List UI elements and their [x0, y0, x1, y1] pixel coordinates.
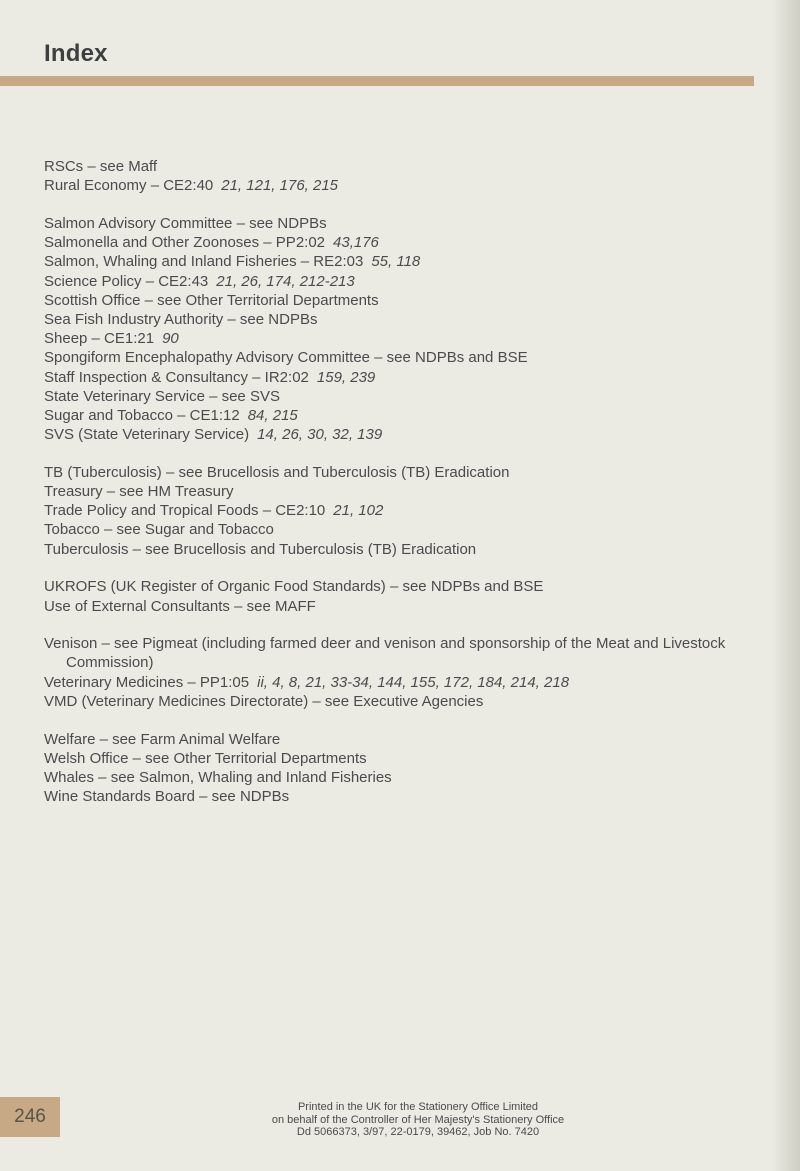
index-entry	[44, 673, 744, 692]
entry-pages: 14, 26, 30, 32, 139	[257, 426, 383, 444]
entry-text: Welfare – see Farm Animal Welfare	[44, 730, 281, 748]
index-entry	[44, 368, 744, 387]
entry-pages: ii, 4, 8, 21, 33-34, 144, 155, 172, 184, 214, 218	[257, 673, 570, 691]
entry-text: Use of External Consultants – see MAFF	[44, 597, 316, 615]
index-entry	[44, 634, 744, 672]
entry-text: Trade Policy and Tropical Foods – CE2:10	[44, 502, 326, 520]
page-title: Index	[44, 40, 108, 67]
entry-text: Treasury – see HM Treasury	[44, 483, 234, 501]
index-entry	[44, 597, 744, 616]
imprint-line: Printed in the UK for the Stationery Office Limited	[297, 1101, 539, 1113]
index-list	[44, 157, 744, 825]
entry-pages: 159, 239	[316, 368, 376, 386]
index-entry	[44, 482, 744, 501]
index-entry	[44, 157, 744, 176]
index-group	[44, 730, 744, 807]
index-entry	[44, 348, 744, 367]
index-entry	[44, 540, 744, 559]
index-entry	[44, 768, 744, 787]
entry-text: VMD (Veterinary Medicines Directorate) – see Executive Agencies	[44, 692, 484, 710]
entry-text: Welsh Office – see Other Territorial Departments	[44, 749, 367, 767]
index-entry	[44, 692, 744, 711]
index-entry	[44, 730, 744, 749]
entry-pages: 84, 215	[247, 406, 298, 424]
entry-text: Scottish Office – see Other Territorial Departments	[44, 291, 379, 309]
entry-text: Staff Inspection & Consultancy – IR2:02	[44, 368, 309, 386]
entry-pages: 21, 102	[333, 502, 384, 520]
entry-text: Veterinary Medicines – PP1:05	[44, 673, 250, 691]
page-edge-shadow	[772, 0, 800, 1171]
index-entry	[44, 252, 744, 271]
index-entry	[44, 749, 744, 768]
index-group	[44, 214, 744, 444]
index-entry	[44, 501, 744, 520]
entry-text: Wine Standards Board – see NDPBs	[44, 788, 290, 806]
entry-text: Tuberculosis – see Brucellosis and Tuberculosis (TB) Eradication	[44, 540, 477, 558]
entry-pages: 55, 118	[371, 253, 421, 271]
entry-text: Sea Fish Industry Authority – see NDPBs	[44, 310, 318, 328]
entry-text: UKROFS (UK Register of Organic Food Standards) – see NDPBs and BSE	[44, 578, 544, 596]
index-entry	[44, 310, 744, 329]
header-rule	[0, 76, 754, 86]
imprint	[268, 1101, 568, 1139]
entry-pages: 43,176	[333, 234, 379, 252]
entry-pages: 21, 26, 174, 212-213	[216, 272, 355, 290]
index-entry	[44, 406, 744, 425]
index-group	[44, 634, 744, 711]
index-group	[44, 577, 744, 615]
entry-text: Sugar and Tobacco – CE1:12	[44, 406, 240, 424]
entry-text: Whales – see Salmon, Whaling and Inland Fisheries	[44, 768, 392, 786]
entry-text: Sheep – CE1:21	[44, 330, 155, 348]
entry-text: State Veterinary Service – see SVS	[44, 387, 280, 405]
entry-text: Rural Economy – CE2:40	[44, 177, 214, 195]
index-group	[44, 157, 744, 195]
entry-text: Tobacco – see Sugar and Tobacco	[44, 521, 274, 539]
entry-text: Salmon Advisory Committee – see NDPBs	[44, 214, 327, 232]
index-entry	[44, 272, 744, 291]
index-group	[44, 463, 744, 559]
entry-text: Science Policy – CE2:43	[44, 272, 209, 290]
index-entry	[44, 329, 744, 348]
entry-text: RSCs – see Maff	[44, 158, 158, 175]
entry-text: SVS (State Veterinary Service)	[44, 426, 250, 444]
index-entry	[44, 387, 744, 406]
index-entry	[44, 787, 744, 806]
imprint-line: Dd 5066373, 3/97, 22-0179, 39462, Job No. 7420	[296, 1126, 540, 1139]
index-entry	[44, 233, 744, 252]
entry-text: TB (Tuberculosis) – see Brucellosis and Tuberculosis (TB) Eradication	[44, 463, 510, 481]
index-entry	[44, 214, 744, 233]
index-entry	[44, 291, 744, 310]
index-entry	[44, 425, 744, 444]
index-entry	[44, 577, 744, 596]
entry-text: Salmonella and Other Zoonoses – PP2:02	[44, 234, 326, 252]
index-entry	[44, 176, 744, 195]
index-entry	[44, 463, 744, 482]
entry-pages: 90	[162, 330, 179, 348]
entry-pages: 21, 121, 176, 215	[221, 177, 339, 195]
entry-text: Venison – see Pigmeat (including farmed deer and venison and sponsorship of the Meat and Livestock Commission)	[44, 635, 726, 672]
entry-text: Spongiform Encephalopathy Advisory Committee – see NDPBs and BSE	[44, 349, 528, 367]
page-number: 246	[0, 1097, 60, 1137]
index-entry	[44, 520, 744, 539]
imprint-line: on behalf of the Controller of Her Majesty's Stationery Office	[271, 1113, 565, 1126]
entry-text: Salmon, Whaling and Inland Fisheries – RE2:03	[44, 253, 364, 271]
